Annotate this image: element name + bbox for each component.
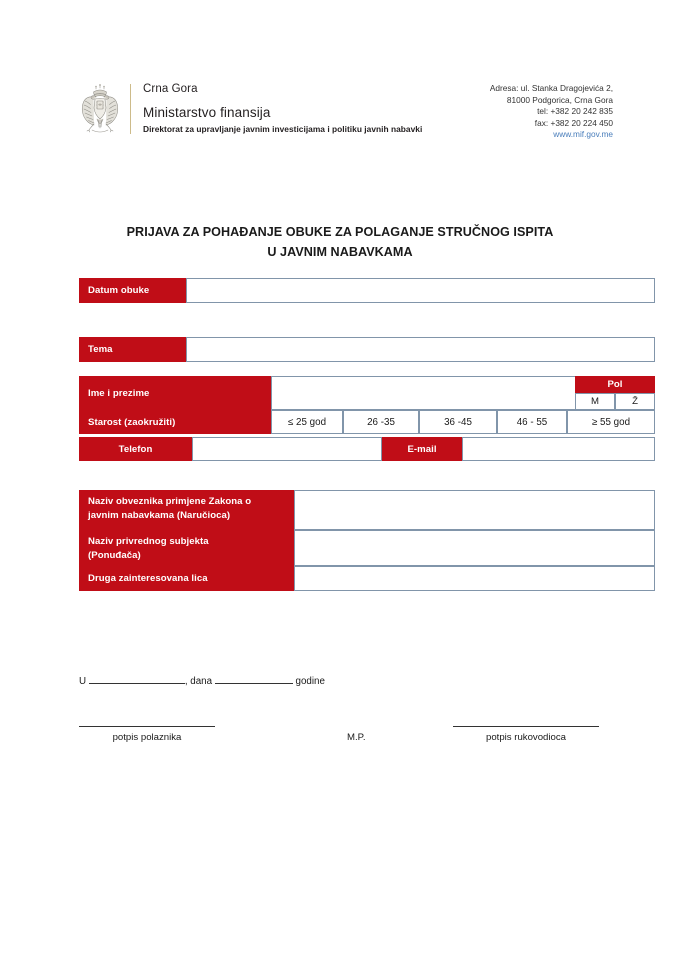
datum-obuke-label: Datum obuke [79, 278, 186, 303]
tema-label: Tema [79, 337, 186, 362]
field-row-tema [79, 337, 655, 362]
table-row [79, 490, 655, 530]
field-row-datum-obuke [79, 278, 655, 303]
fax-line: fax: +382 20 224 450 [534, 117, 613, 128]
druga-lica-label: Druga zainteresovana lica [79, 566, 294, 591]
date-blank-field[interactable] [215, 672, 293, 684]
signature-line-manager [453, 726, 599, 727]
ponudjac-input[interactable] [294, 530, 655, 566]
pol-column [575, 376, 655, 410]
ime-i-prezime-label: Ime i prezime [79, 376, 271, 410]
naruciloc-label-line-1: Naziv obveznika primjene Zakona o [88, 496, 252, 507]
contact-block [490, 83, 613, 141]
telephone-line: tel: +382 20 242 835 [537, 106, 613, 117]
telefon-input[interactable] [192, 437, 382, 461]
ponudjac-label [79, 530, 294, 566]
telefon-label: Telefon [79, 437, 192, 461]
signature-caption-manager: potpis rukovodioca [486, 732, 566, 743]
place-and-date-line [79, 672, 325, 687]
page-title-line-2: U JAVNIM NABAVKAMA [267, 245, 413, 259]
ministry-text-block [143, 80, 422, 135]
druga-lica-input[interactable] [294, 566, 655, 591]
pol-label: Pol [575, 376, 655, 393]
starost-option-2[interactable]: 36 -45 [419, 410, 497, 434]
page-title [60, 222, 620, 262]
address-line-2: 81000 Podgorica, Crna Gora [506, 94, 613, 105]
starost-options [271, 410, 655, 434]
header-branding [78, 80, 422, 138]
signature-line-participant [79, 726, 215, 727]
starost-option-4[interactable]: ≥ 55 god [567, 410, 655, 434]
email-label: E-mail [382, 437, 462, 461]
document-header [78, 80, 655, 152]
signature-caption-participant: potpis polaznika [112, 732, 182, 743]
entity-data-table [79, 490, 655, 591]
directorate-name: Direktorat za upravljanje javnim investicijama i politiku javnih nabavki [143, 124, 423, 134]
starost-option-1[interactable]: 26 -35 [343, 410, 419, 434]
ime-i-prezime-input[interactable] [271, 376, 575, 410]
montenegro-coat-of-arms-icon [78, 82, 122, 138]
table-row [79, 376, 655, 410]
page-title-line-1: PRIJAVA ZA POHAĐANJE OBUKE ZA POLAGANJE STRUČNOG ISPITA [126, 225, 554, 239]
starost-option-3[interactable]: 46 - 55 [497, 410, 567, 434]
place-suffix-text: godine [292, 676, 325, 687]
stamp-placeholder-label: M.P. [347, 732, 366, 743]
pol-option-z[interactable]: Ž [615, 393, 655, 410]
ministry-name: Ministarstvo finansija [143, 105, 271, 120]
pol-options [575, 393, 655, 410]
address-line-1: Adresa: ul. Stanka Dragojevića 2, [489, 83, 613, 93]
starost-label: Starost (zaokružiti) [79, 410, 271, 434]
place-mid-text: , dana [184, 676, 215, 687]
table-row [79, 437, 655, 461]
ponudjac-label-line-1: Naziv privrednog subjekta [88, 536, 209, 547]
ponudjac-label-line-2: (Ponuđača) [88, 549, 141, 561]
place-prefix-text: U [79, 676, 89, 687]
datum-obuke-input[interactable] [186, 278, 655, 303]
email-input[interactable] [462, 437, 655, 461]
tema-input[interactable] [186, 337, 655, 362]
place-blank-field[interactable] [89, 672, 185, 684]
naruciloc-label-line-2: javnim nabavkama (Naručioca) [88, 509, 231, 521]
personal-data-table [79, 376, 655, 461]
signature-zone [79, 718, 619, 758]
table-row [79, 410, 655, 434]
table-row [79, 530, 655, 566]
header-divider [130, 84, 131, 134]
pol-option-m[interactable]: M [575, 393, 615, 410]
table-row [79, 566, 655, 591]
starost-option-0[interactable]: ≤ 25 god [271, 410, 343, 434]
country-name: Crna Gora [143, 83, 198, 95]
naruciloc-input[interactable] [294, 490, 655, 530]
naruciloc-label [79, 490, 294, 530]
website-link[interactable]: www.mif.gov.me [553, 129, 613, 140]
